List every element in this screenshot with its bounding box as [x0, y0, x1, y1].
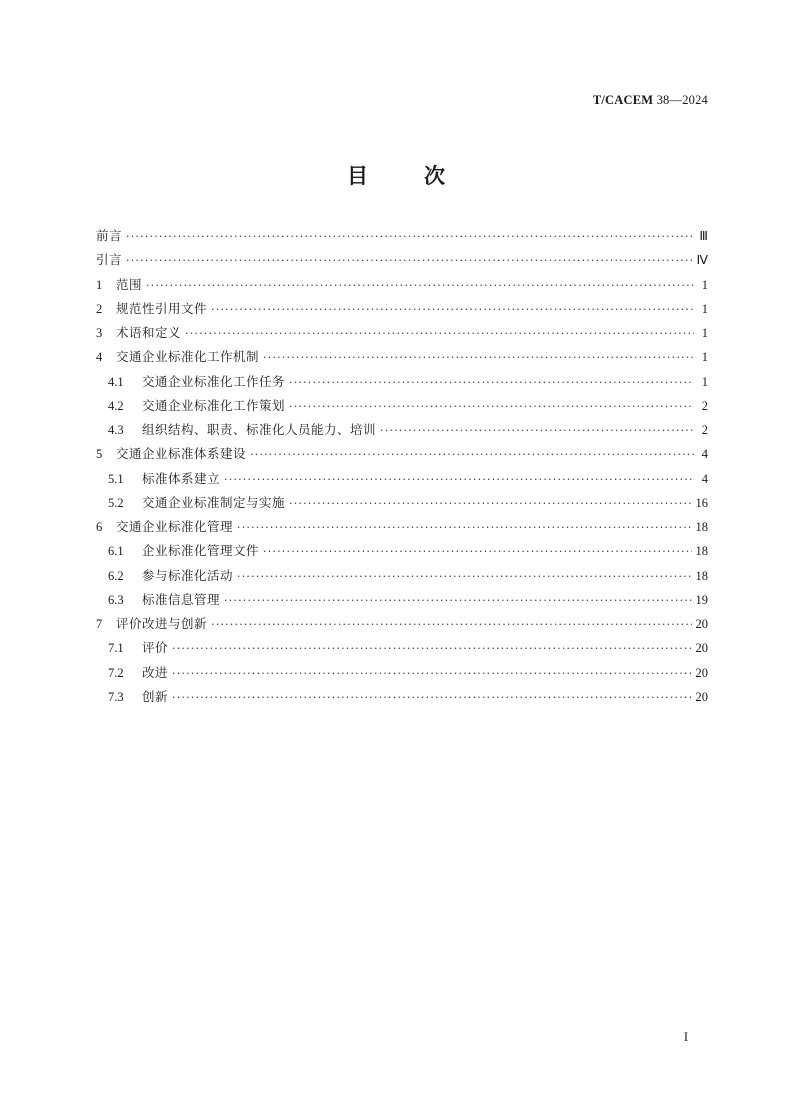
toc-leader-dots	[126, 254, 692, 267]
toc-entry-title: 改进	[142, 664, 169, 680]
toc-entry-title: 术语和定义	[116, 325, 182, 340]
toc-entry[interactable]	[96, 420, 708, 444]
toc-entry-number: 2	[96, 301, 103, 316]
toc-entry[interactable]	[96, 614, 708, 638]
toc-entry-number: 7.1	[108, 641, 124, 656]
toc-leader-dots	[237, 521, 691, 534]
toc-entry-page: 20	[695, 617, 708, 631]
toc-entry-page: 18	[695, 544, 708, 559]
document-code	[593, 93, 708, 108]
toc-leader-dots	[289, 376, 694, 389]
toc-entry-page: 2	[701, 423, 708, 437]
toc-entry-page: Ⅳ	[696, 253, 708, 268]
toc-entry-page: 1	[701, 301, 708, 316]
toc-entry-number: 5.1	[108, 471, 124, 486]
toc-entry[interactable]	[96, 469, 708, 493]
toc-entry-page: 2	[701, 398, 708, 413]
document-code-suffix: 38—2024	[653, 93, 708, 107]
toc-entry[interactable]	[96, 299, 708, 323]
toc-entry-number: 6	[96, 520, 103, 534]
toc-entry[interactable]	[96, 687, 708, 711]
toc-leader-dots	[263, 351, 694, 364]
toc-entry-page: Ⅲ	[699, 229, 708, 243]
toc-entry-number: 3	[96, 326, 103, 340]
toc-entry[interactable]	[96, 323, 708, 347]
toc-entry-page: 1	[701, 277, 708, 292]
toc-entry-title: 评价改进与创新	[116, 616, 208, 631]
toc-leader-dots	[250, 448, 694, 461]
toc-entry-page: 1	[701, 350, 708, 365]
toc-entry-page: 4	[701, 471, 708, 486]
toc-entry-page: 18	[695, 520, 708, 534]
toc-leader-dots	[185, 327, 694, 340]
toc-entry[interactable]	[96, 590, 708, 614]
toc-entry-page: 19	[695, 592, 708, 607]
toc-entry-page: 18	[695, 568, 708, 583]
toc-entry-number: 4.3	[108, 423, 124, 437]
toc-entry[interactable]	[96, 275, 708, 299]
toc-entry[interactable]	[96, 347, 708, 371]
toc-leader-dots	[263, 545, 691, 558]
toc-entry-number: 7	[96, 617, 103, 631]
page-title-char-2: 次	[424, 164, 445, 188]
toc-entry-page: 1	[701, 374, 708, 389]
toc-entry-number: 7.2	[108, 665, 124, 680]
toc-entry-number: 6.1	[108, 544, 124, 559]
toc-entry[interactable]	[96, 250, 708, 274]
table-of-contents	[96, 226, 708, 711]
toc-entry-title: 引言	[96, 252, 123, 268]
toc-entry-title: 交通企业标准制定与实施	[142, 494, 286, 510]
toc-entry-title: 交通企业标准化管理	[116, 519, 234, 534]
toc-entry-title: 交通企业标准化工作策划	[142, 397, 286, 413]
toc-entry-page: 4	[701, 447, 708, 462]
toc-leader-dots	[224, 594, 691, 607]
toc-entry-number: 1	[96, 277, 103, 292]
toc-entry-number: 4.1	[108, 374, 124, 389]
toc-leader-dots	[224, 473, 694, 486]
toc-entry[interactable]	[96, 638, 708, 662]
page-number: I	[683, 1030, 688, 1044]
toc-entry-page: 16	[695, 495, 708, 510]
toc-entry-title: 创新	[142, 688, 169, 704]
toc-leader-dots	[211, 618, 691, 631]
toc-leader-dots	[172, 691, 691, 704]
toc-entry[interactable]	[96, 517, 708, 541]
toc-entry-page: 20	[695, 641, 708, 656]
toc-entry-number: 7.3	[108, 689, 124, 704]
toc-entry-page: 20	[695, 665, 708, 680]
toc-entry-title: 规范性引用文件	[116, 300, 208, 316]
toc-leader-dots	[289, 497, 691, 510]
toc-entry-title: 交通企业标准化工作机制	[116, 349, 260, 365]
toc-leader-dots	[237, 570, 691, 583]
document-code-prefix: T/CACEM	[592, 93, 654, 107]
toc-entry[interactable]	[96, 226, 708, 250]
toc-entry[interactable]	[96, 372, 708, 396]
toc-leader-dots	[146, 279, 694, 292]
toc-entry-title: 前言	[96, 228, 123, 243]
toc-entry-title: 企业标准化管理文件	[142, 543, 260, 559]
toc-entry-page: 1	[701, 326, 708, 340]
toc-entry[interactable]	[96, 444, 708, 468]
page-title	[0, 160, 792, 190]
toc-entry-title: 交通企业标准化工作任务	[142, 373, 286, 389]
toc-entry-page: 20	[695, 689, 708, 704]
toc-entry[interactable]	[96, 566, 708, 590]
toc-entry-number: 4.2	[108, 398, 124, 413]
toc-entry-number: 6.2	[108, 568, 124, 583]
toc-leader-dots	[126, 230, 694, 243]
toc-leader-dots	[289, 400, 694, 413]
toc-entry[interactable]	[96, 663, 708, 687]
toc-leader-dots	[211, 303, 694, 316]
toc-entry[interactable]	[96, 541, 708, 565]
toc-entry[interactable]	[96, 396, 708, 420]
toc-entry-title: 范围	[116, 276, 143, 292]
toc-entry-title: 参与标准化活动	[142, 567, 234, 583]
toc-entry-title: 标准体系建立	[142, 470, 221, 486]
toc-entry[interactable]	[96, 493, 708, 517]
toc-entry-title: 交通企业标准体系建设	[116, 446, 247, 462]
toc-entry-number: 6.3	[108, 592, 124, 607]
toc-entry-number: 5	[96, 447, 103, 462]
toc-entry-title: 标准信息管理	[142, 591, 221, 607]
toc-leader-dots	[172, 642, 691, 655]
toc-entry-title: 组织结构、职责、标准化人员能力、培训	[142, 422, 377, 437]
toc-entry-number: 5.2	[108, 495, 124, 510]
toc-entry-title: 评价	[142, 640, 169, 656]
toc-leader-dots	[380, 424, 694, 437]
toc-entry-number: 4	[96, 350, 103, 365]
toc-leader-dots	[172, 667, 691, 680]
page-title-char-1: 目	[347, 164, 368, 188]
